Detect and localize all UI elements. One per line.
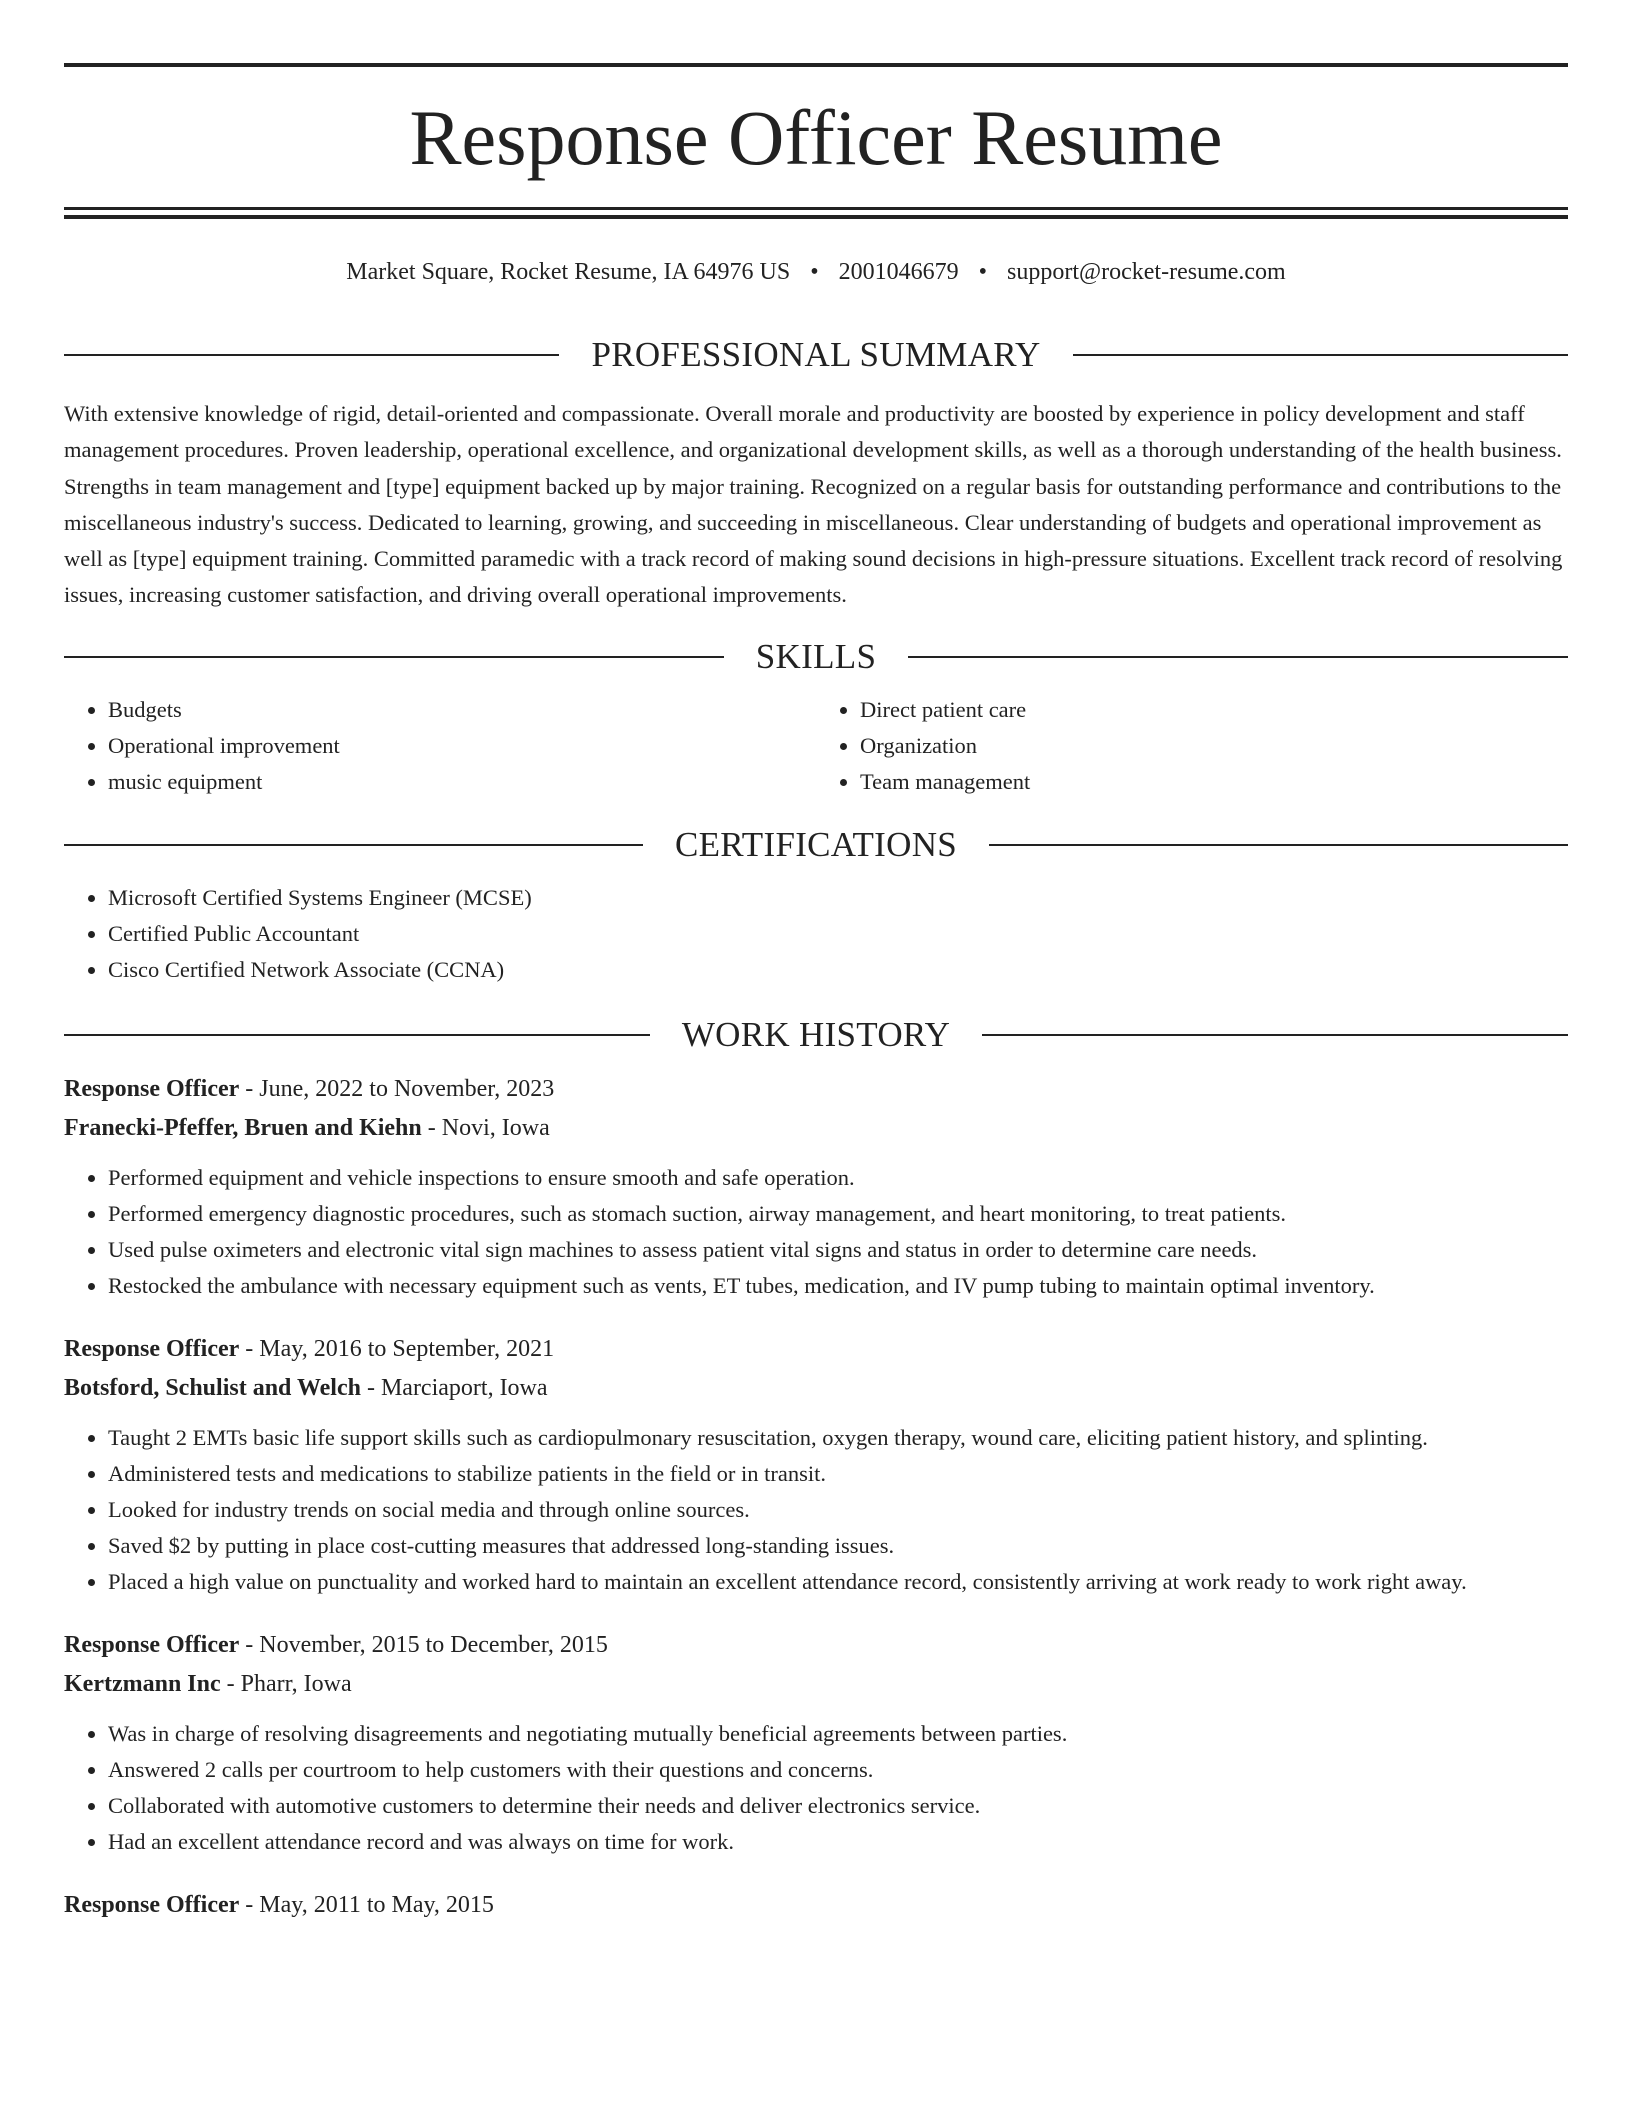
job-bullets <box>64 1716 1568 1860</box>
job-bullet: • Saved $2 by putting in place cost-cutting measures that addressed long-standing issues. <box>108 1528 1568 1564</box>
page-title: Response Officer Resume <box>409 94 1223 181</box>
heading-rule-left <box>64 354 559 356</box>
section-title: SKILLS <box>755 636 877 676</box>
job-dates: - May, 2011 to May, 2015 <box>239 1891 494 1918</box>
certification-item: • Cisco Certified Network Associate (CCNA) <box>108 952 1568 988</box>
heading-rule-left <box>64 656 724 658</box>
skills-column-right <box>816 692 1568 800</box>
skill-item: • Organization <box>860 728 1568 764</box>
certification-item: • Certified Public Accountant <box>108 916 1568 952</box>
contact-address: Market Square, Rocket Resume, IA 64976 US <box>346 259 791 285</box>
title-rule-upper <box>64 207 1568 210</box>
job-title: Response Officer <box>64 1631 240 1658</box>
skill-item: • Team management <box>860 764 1568 800</box>
job-company-line <box>64 1109 1568 1148</box>
skill-item: • Direct patient care <box>860 692 1568 728</box>
job-dates: - June, 2022 to November, 2023 <box>239 1075 555 1102</box>
job-company: Kertzmann Inc <box>64 1670 221 1697</box>
job-bullet: • Placed a high value on punctuality and worked hard to maintain an excellent attendance record, consistently arriving at work ready to work right away. <box>108 1564 1568 1600</box>
contact-email: support@rocket-resume.com <box>1007 259 1286 285</box>
job-bullet: • Collaborated with automotive customers to determine their needs and deliver electronics service. <box>108 1788 1568 1824</box>
job-entry <box>64 1330 1568 1600</box>
job-bullet: • Performed emergency diagnostic procedures, such as stomach suction, airway management, and heart monitoring, to treat patients. <box>108 1196 1568 1232</box>
job-entry <box>64 1070 1568 1304</box>
contact-separator: • <box>810 259 819 285</box>
job-bullets <box>64 1160 1568 1304</box>
contact-separator: • <box>978 259 988 285</box>
heading-rule-right <box>1073 354 1568 356</box>
section-heading-summary <box>64 330 1568 380</box>
job-company: Botsford, Schulist and Welch <box>64 1374 361 1401</box>
section-heading-skills <box>64 632 1568 682</box>
job-title: Response Officer <box>64 1891 240 1918</box>
contact-line <box>64 254 1568 290</box>
job-title-line <box>64 1070 1568 1109</box>
section-title: CERTIFICATIONS <box>674 824 958 864</box>
job-bullet: • Answered 2 calls per courtroom to help customers with their questions and concerns. <box>108 1752 1568 1788</box>
skill-item: • Budgets <box>108 692 816 728</box>
skill-item: • music equipment <box>108 764 816 800</box>
job-bullet: • Was in charge of resolving disagreements and negotiating mutually beneficial agreements between parties. <box>108 1716 1568 1752</box>
job-entry <box>64 1626 1568 1860</box>
summary-paragraph: With extensive knowledge of rigid, detail-oriented and compassionate. Overall morale and productivity are boosted by experience in policy development and staff management procedures. Proven leadership, operational excellence, and organizational development skills, as well as a thorough understanding of the health business. Strengths in team management and [type] equipment backed up by major training. Recognized on a regular basis for outstanding performance and contributions to the miscellaneous industry's success. Dedicated to learning, growing, and succeeding in miscellaneous. Clear understanding of budgets and operational improvement as well as [type] equipment training. Committed paramedic with a track record of making sound decisions in high-pressure situations. Excellent track record of resolving issues, increasing customer satisfaction, and driving overall operational improvements. <box>64 401 1563 608</box>
job-dates: - May, 2016 to September, 2021 <box>239 1335 555 1362</box>
skills-column-left <box>64 692 816 800</box>
job-company: Franecki-Pfeffer, Bruen and Kiehn <box>64 1114 422 1141</box>
job-title-line <box>64 1330 1568 1369</box>
job-location: - Novi, Iowa <box>421 1114 550 1141</box>
job-title-line <box>64 1626 1568 1665</box>
heading-rule-left <box>64 1034 650 1036</box>
resume-body <box>64 330 1568 1925</box>
certification-item: • Microsoft Certified Systems Engineer (MCSE) <box>108 880 1568 916</box>
section-heading-certifications <box>64 820 1568 870</box>
job-bullet: • Restocked the ambulance with necessary equipment such as vents, ET tubes, medication, and IV pump tubing to maintain optimal inventory. <box>108 1268 1568 1304</box>
contact-phone: 2001046679 <box>838 259 959 285</box>
job-company-line <box>64 1369 1568 1408</box>
heading-rule-right <box>989 844 1568 846</box>
job-title: Response Officer <box>64 1075 240 1102</box>
skill-item: • Operational improvement <box>108 728 816 764</box>
heading-rule-left <box>64 844 643 846</box>
job-bullets <box>64 1420 1568 1600</box>
certifications-list <box>64 880 1568 988</box>
section-title: WORK HISTORY <box>681 1014 951 1054</box>
job-title: Response Officer <box>64 1335 240 1362</box>
job-dates: - November, 2015 to December, 2015 <box>239 1631 608 1658</box>
job-bullet: • Performed equipment and vehicle inspections to ensure smooth and safe operation. <box>108 1160 1568 1196</box>
top-rule <box>64 63 1568 67</box>
skills-list <box>64 692 1568 800</box>
heading-rule-right <box>908 656 1568 658</box>
job-location: - Marciaport, Iowa <box>360 1374 548 1401</box>
job-bullet: • Had an excellent attendance record and was always on time for work. <box>108 1824 1568 1860</box>
heading-rule-right <box>982 1034 1568 1036</box>
job-location: - Pharr, Iowa <box>220 1670 352 1697</box>
job-company-line <box>64 1665 1568 1704</box>
job-title-line <box>64 1886 1568 1925</box>
section-heading-work-history <box>64 1010 1568 1060</box>
job-bullet: • Administered tests and medications to stabilize patients in the field or in transit. <box>108 1456 1568 1492</box>
job-bullet: • Taught 2 EMTs basic life support skills such as cardiopulmonary resuscitation, oxygen therapy, wound care, eliciting patient history, and splinting. <box>108 1420 1568 1456</box>
section-title: PROFESSIONAL SUMMARY <box>591 335 1041 374</box>
job-bullet: • Used pulse oximeters and electronic vital sign machines to assess patient vital signs and status in order to determine care needs. <box>108 1232 1568 1268</box>
job-bullet: • Looked for industry trends on social media and through online sources. <box>108 1492 1568 1528</box>
job-entry <box>64 1886 1568 1925</box>
title-rule-lower <box>64 215 1568 219</box>
